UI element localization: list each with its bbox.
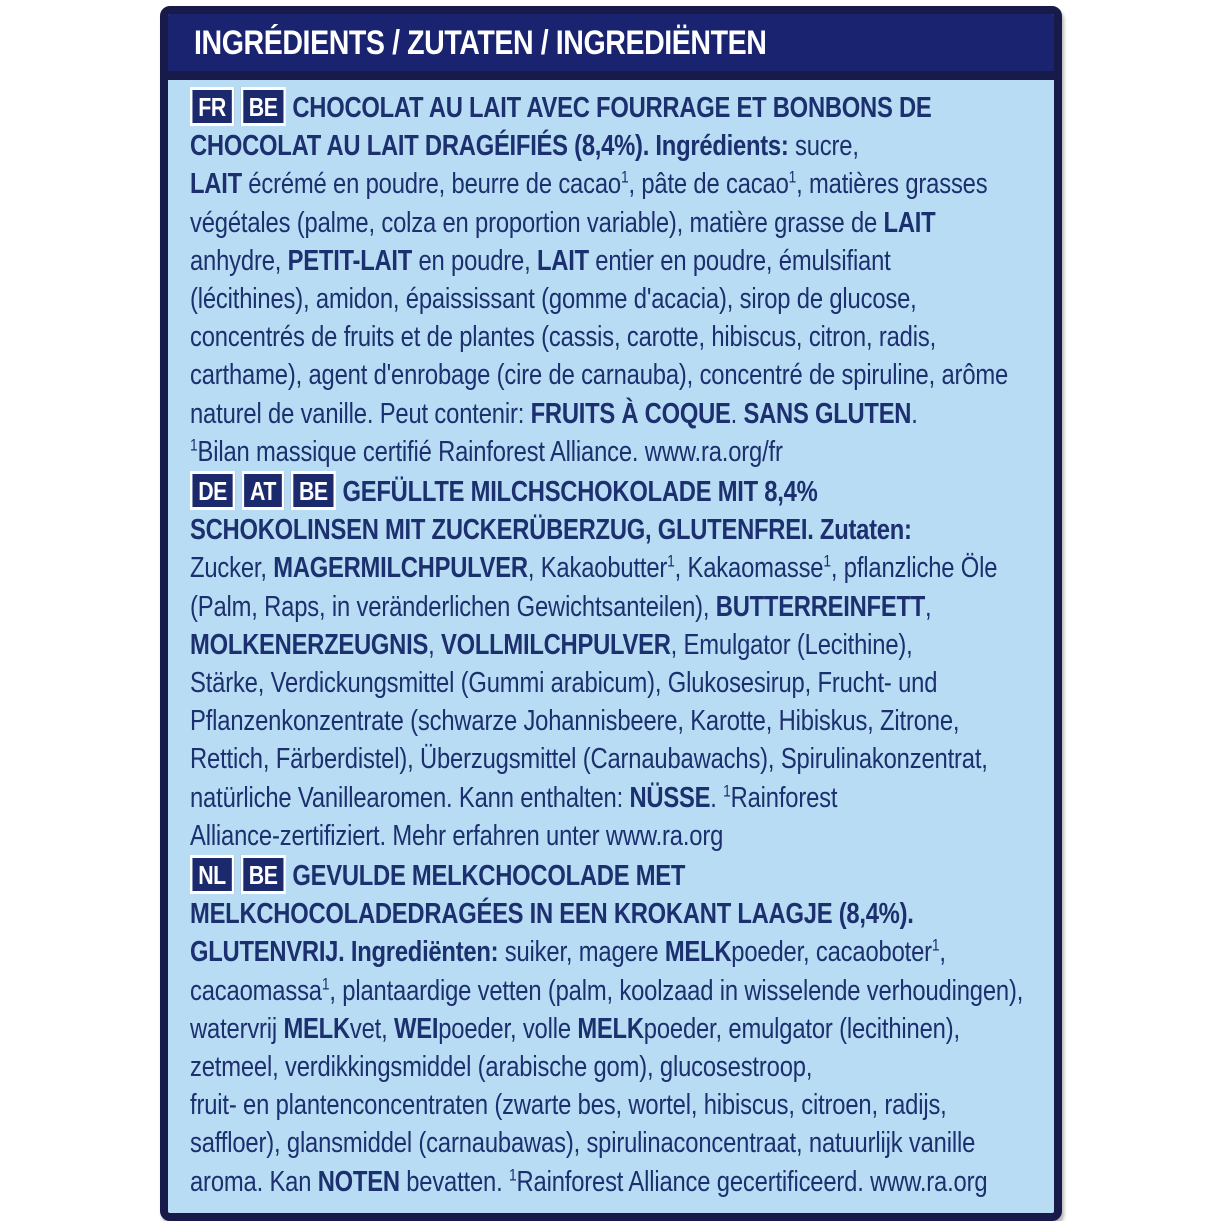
body-text: Rainforest Alliance gecertificeerd. www.ra.org xyxy=(516,1165,988,1198)
body-text: Rettich, Färberdistel), Überzugsmittel (Carnaubawachs), Spirulinakonzentrat, xyxy=(190,743,988,776)
body-text: Bilan massique certifié Rainforest Alliance. www.ra.org/fr xyxy=(197,435,783,468)
ingredients-section-fr-be xyxy=(190,87,1046,471)
text-line xyxy=(190,356,1046,394)
footnote-marker: 1 xyxy=(667,551,675,571)
emphasized-text: NOTEN xyxy=(317,1165,400,1198)
text-line xyxy=(190,895,1046,933)
body-text: , xyxy=(925,590,932,623)
body-text: Zucker, xyxy=(190,552,274,585)
text-line xyxy=(190,1010,1046,1048)
text-line xyxy=(190,664,1046,702)
emphasized-text: CHOCOLAT AU LAIT AVEC FOURRAGE ET BONBONS DE xyxy=(292,92,932,124)
body-text: Rainforest xyxy=(730,781,838,814)
body-text: (Palm, Raps, in veränderlichen Gewichtsanteilen), xyxy=(190,590,716,623)
text-line xyxy=(190,817,1046,855)
body-text: . xyxy=(911,397,918,430)
text-line xyxy=(190,204,1046,242)
body-text: végétales (palme, colza en proportion variable), matière grasse de xyxy=(190,206,884,239)
emphasized-text: LAIT xyxy=(537,244,589,277)
text-line xyxy=(190,626,1046,664)
body-text: Alliance-zertifiziert. Mehr erfahren unter www.ra.org xyxy=(190,819,724,852)
body-text: concentrés de fruits et de plantes (cassis, carotte, hibiscus, citron, radis, xyxy=(190,321,937,354)
text-line xyxy=(190,1163,1046,1201)
emphasized-text: CHOCOLAT AU LAIT DRAGÉIFIÉS (8,4%). Ingrédients: xyxy=(190,130,789,163)
ingredients-header-title: INGRÉDIENTS / ZUTATEN / INGREDIËNTEN xyxy=(194,24,767,62)
emphasized-text: GEFÜLLTE MILCHSCHOKOLADE MIT 8,4% xyxy=(342,476,818,509)
body-text: carthame), agent d'enrobage (cire de carnauba), concentré de spiruline, arôme xyxy=(190,359,1009,392)
emphasized-text: SANS GLUTEN xyxy=(743,397,912,430)
emphasized-text: VOLLMILCHPULVER xyxy=(440,628,671,661)
body-text: suiker, magere xyxy=(498,936,665,969)
text-line xyxy=(190,471,1046,511)
emphasized-text: LAIT xyxy=(190,168,242,201)
ingredients-section-nl-be xyxy=(190,855,1046,1201)
ingredients-text-block xyxy=(190,87,1046,1201)
footnote-marker: 1 xyxy=(509,1165,517,1185)
body-text: , plantaardige vetten (palm, koolzaad in wisselende verhoudingen), xyxy=(329,974,1024,1007)
emphasized-text: MAGERMILCHPULVER xyxy=(273,552,528,585)
country-badge-de: DE xyxy=(190,471,235,510)
body-text: , pflanzliche Öle xyxy=(830,552,998,585)
text-line xyxy=(190,549,1046,587)
body-text: sucre, xyxy=(788,130,859,163)
body-text: naturel de vanille. Peut contenir: xyxy=(190,397,531,430)
text-line xyxy=(190,395,1046,433)
body-text: (lécithines), amidon, épaississant (gomme d'acacia), sirop de glucose, xyxy=(190,283,917,316)
country-badge-at: AT xyxy=(242,471,284,510)
country-badge-be: BE xyxy=(241,87,286,126)
country-badge-nl: NL xyxy=(190,855,234,894)
footnote-marker: 1 xyxy=(723,781,731,800)
text-line xyxy=(190,242,1046,280)
emphasized-text: SCHOKOLINSEN MIT ZUCKERÜBERZUG, GLUTENFREI. Zutaten: xyxy=(190,514,912,547)
body-text: zetmeel, verdikkingsmiddel (arabische gom), glucosestroop, xyxy=(190,1051,813,1084)
footnote-marker: 1 xyxy=(788,167,797,187)
text-line xyxy=(190,588,1046,626)
body-text: en poudre, xyxy=(412,244,538,277)
text-line xyxy=(190,933,1046,971)
text-line xyxy=(190,511,1046,549)
body-text: Stärke, Verdickungsmittel (Gummi arabicum), Glukosesirup, Frucht- und xyxy=(190,667,938,700)
emphasized-text: BUTTERREINFETT xyxy=(715,590,926,623)
footnote-marker: 1 xyxy=(931,935,940,955)
body-text: saffloer), glansmiddel (carnaubawas), spirulinaconcentraat, natuurlijk vanille xyxy=(190,1127,976,1160)
body-text: , pâte de cacao xyxy=(628,168,789,201)
body-text: écrémé en poudre, beurre de cacao xyxy=(241,168,621,201)
body-text: poeder, volle xyxy=(438,1012,578,1045)
text-line xyxy=(190,318,1046,356)
emphasized-text: LAIT xyxy=(883,206,936,239)
ingredients-section-de-at-be xyxy=(190,471,1046,855)
text-line xyxy=(190,702,1046,740)
ingredients-panel xyxy=(168,80,1054,1213)
body-text: watervrij xyxy=(190,1012,284,1045)
emphasized-text: MELK xyxy=(283,1012,350,1045)
text-line xyxy=(190,1124,1046,1162)
emphasized-text: MELK xyxy=(577,1012,644,1045)
body-text: , Kakaobutter xyxy=(527,552,668,585)
body-text: poeder, cacaoboter xyxy=(731,936,932,969)
body-text: , Kakaomasse xyxy=(674,552,824,585)
text-line xyxy=(190,740,1046,778)
body-text: . xyxy=(730,397,744,430)
body-text: Pflanzenkonzentrate (schwarze Johannisbeere, Karotte, Hibiskus, Zitrone, xyxy=(190,705,960,738)
country-badge-be: BE xyxy=(291,471,336,510)
text-line xyxy=(190,779,1046,817)
body-text: . xyxy=(710,781,724,814)
emphasized-text: GEVULDE MELKCHOCOLADE MET xyxy=(292,860,686,893)
emphasized-text: PETIT-LAIT xyxy=(287,244,413,277)
body-text: natürliche Vanillearomen. Kann enthalten: xyxy=(190,781,630,814)
text-line xyxy=(190,433,1046,471)
ingredients-header-bar xyxy=(168,14,1054,80)
country-badge-fr: FR xyxy=(190,87,234,126)
body-text: , Emulgator (Lecithine), xyxy=(670,628,913,661)
text-line xyxy=(190,972,1046,1010)
body-text: , xyxy=(939,936,946,969)
emphasized-text: MOLKENERZEUGNIS xyxy=(190,628,429,661)
body-text: , xyxy=(428,628,441,661)
body-text: bevatten. xyxy=(399,1165,510,1198)
emphasized-text: NÜSSE xyxy=(629,781,711,814)
country-badge-be: BE xyxy=(241,855,286,894)
emphasized-text: GLUTENVRIJ. Ingrediënten: xyxy=(190,936,499,969)
body-text: cacaomassa xyxy=(190,974,322,1007)
text-line xyxy=(190,127,1046,165)
emphasized-text: MELKCHOCOLADEDRAGÉES IN EEN KROKANT LAAGJE (8,4%). xyxy=(190,898,914,931)
footnote-marker: 1 xyxy=(620,167,629,187)
text-line xyxy=(190,855,1046,895)
footnote-marker: 1 xyxy=(823,551,831,571)
footnote-marker: 1 xyxy=(190,435,198,455)
text-line xyxy=(190,165,1046,203)
body-text: , matières grasses xyxy=(796,168,988,201)
body-text: poeder, emulgator (lecithinen), xyxy=(643,1012,960,1045)
body-text: anhydre, xyxy=(190,244,288,277)
emphasized-text: WEI xyxy=(394,1012,439,1045)
text-line xyxy=(190,87,1046,127)
body-text: entier en poudre, émulsifiant xyxy=(588,244,891,277)
ingredients-label xyxy=(160,6,1062,1221)
footnote-marker: 1 xyxy=(321,974,330,994)
body-text: vet, xyxy=(349,1012,395,1045)
text-line xyxy=(190,1086,1046,1124)
text-line xyxy=(190,1048,1046,1086)
emphasized-text: MELK xyxy=(664,936,732,969)
emphasized-text: FRUITS À COQUE xyxy=(530,397,731,430)
body-text: aroma. Kan xyxy=(190,1165,318,1198)
body-text: fruit- en plantenconcentraten (zwarte bes, wortel, hibiscus, citroen, radijs, xyxy=(190,1089,947,1122)
text-line xyxy=(190,280,1046,318)
